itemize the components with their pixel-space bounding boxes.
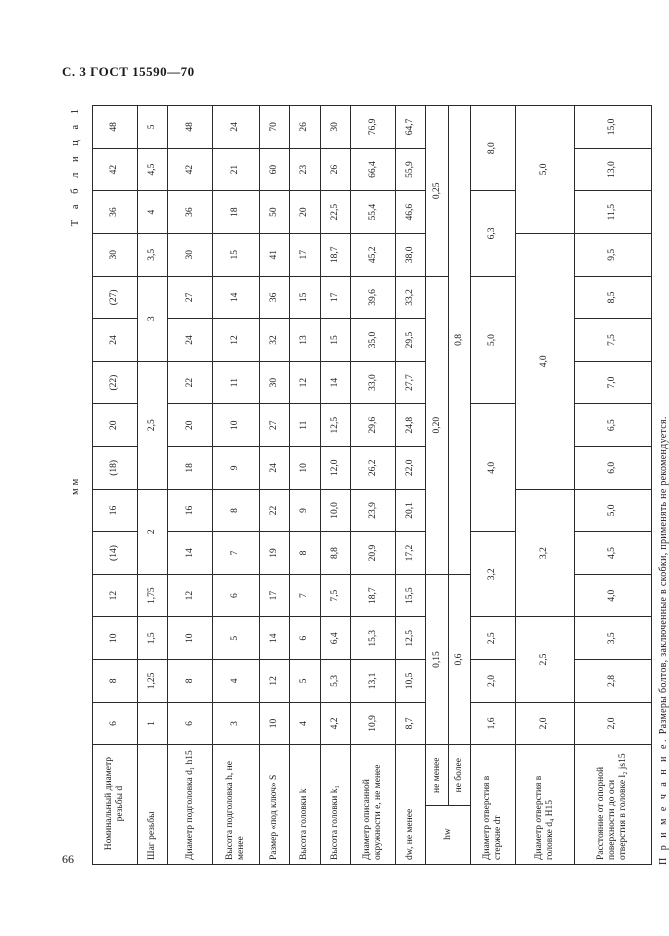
d1-cell: 16 — [168, 489, 213, 532]
dw-label: dw, не менее — [395, 745, 425, 865]
dw-cell: 33,2 — [395, 276, 425, 319]
d1-cell: 27 — [168, 276, 213, 319]
h-cell: 15 — [212, 233, 259, 276]
k-cell: 10 — [290, 447, 320, 490]
s-cell: 32 — [259, 319, 289, 362]
e-cell: 26,2 — [351, 447, 396, 490]
d1-cell: 10 — [168, 617, 213, 660]
dw-cell: 55,9 — [395, 148, 425, 191]
h-cell: 4 — [212, 660, 259, 703]
d1-label: Диаметр подголовка d₁ h15 — [168, 745, 213, 865]
k-cell: 6 — [290, 617, 320, 660]
s-cell: 36 — [259, 276, 289, 319]
l2-cell: 6,5 — [574, 404, 651, 447]
l2-cell: 5,0 — [574, 489, 651, 532]
pitch-cell: 1 — [137, 702, 167, 745]
k1-cell: 4,2 — [320, 702, 350, 745]
dw-cell: 27,7 — [395, 361, 425, 404]
pitch-cell: 2 — [137, 489, 167, 574]
table-row — [290, 106, 320, 865]
d1-cell: 14 — [168, 532, 213, 575]
table-row — [168, 106, 213, 865]
s-cell: 60 — [259, 148, 289, 191]
e-cell: 66,4 — [351, 148, 396, 191]
d-cell: (14) — [93, 532, 138, 575]
h-cell: 14 — [212, 276, 259, 319]
h-cell: 6 — [212, 574, 259, 617]
h-cell: 3 — [212, 702, 259, 745]
pitch-cell: 5 — [137, 106, 167, 149]
h-cell: 10 — [212, 404, 259, 447]
dw-cell: 20,1 — [395, 489, 425, 532]
l2-cell: 6,0 — [574, 447, 651, 490]
table-row — [93, 106, 138, 865]
d4-cell: 2,0 — [515, 702, 574, 745]
l2-cell: 7,5 — [574, 319, 651, 362]
d1-cell: 18 — [168, 447, 213, 490]
table-unit: мм — [70, 475, 81, 495]
k-label: Высота головки k — [290, 745, 320, 865]
note-lead: П р и м е ч а н и е. — [658, 737, 669, 865]
h-cell: 24 — [212, 106, 259, 149]
table-row — [137, 106, 167, 865]
e-cell: 29,6 — [351, 404, 396, 447]
s-cell: 12 — [259, 660, 289, 703]
l2-cell: 4,0 — [574, 574, 651, 617]
d-cell: 36 — [93, 191, 138, 234]
e-cell: 13,1 — [351, 660, 396, 703]
d4-label: Диаметр отверстия в головке d₄ H15 — [515, 745, 574, 865]
pitch-cell: 1,5 — [137, 617, 167, 660]
pitch-cell: 1,75 — [137, 574, 167, 617]
rotated-table-block — [70, 105, 669, 865]
l2-cell: 13,0 — [574, 148, 651, 191]
header-label: Номинальный диаметр резьбы d — [93, 745, 138, 865]
d-cell: 30 — [93, 233, 138, 276]
l2-cell: 2,0 — [574, 702, 651, 745]
d1-cell: 8 — [168, 660, 213, 703]
e-cell: 45,2 — [351, 233, 396, 276]
e-cell: 39,6 — [351, 276, 396, 319]
hw-max-cell: 0,6 — [448, 574, 470, 744]
h-cell: 11 — [212, 361, 259, 404]
e-cell: 35,0 — [351, 319, 396, 362]
table-row — [426, 106, 448, 865]
d-cell: (22) — [93, 361, 138, 404]
hw-max-label: не более — [448, 745, 470, 806]
h-cell: 18 — [212, 191, 259, 234]
d-cell: 20 — [93, 404, 138, 447]
dw-cell: 24,8 — [395, 404, 425, 447]
k-cell: 4 — [290, 702, 320, 745]
d1-cell: 24 — [168, 319, 213, 362]
k1-cell: 5,3 — [320, 660, 350, 703]
dw-cell: 10,5 — [395, 660, 425, 703]
s-cell: 14 — [259, 617, 289, 660]
table-row — [515, 106, 574, 865]
table-row — [395, 106, 425, 865]
hw-min-cell: 0,15 — [426, 574, 448, 744]
h-cell: 7 — [212, 532, 259, 575]
dt-cell: 2,5 — [471, 617, 516, 660]
s-cell: 19 — [259, 532, 289, 575]
d-cell: (27) — [93, 276, 138, 319]
k-cell: 5 — [290, 660, 320, 703]
l2-label: Расстояние от опорной поверхности до оси отверстия в головке l₂ js15 — [574, 745, 651, 865]
h-cell: 5 — [212, 617, 259, 660]
dt-label: Диаметр отверстия в стержне dт — [471, 745, 516, 865]
d1-cell: 22 — [168, 361, 213, 404]
k1-cell: 12,5 — [320, 404, 350, 447]
dw-cell: 8,7 — [395, 702, 425, 745]
hw-max-cell: 0,8 — [448, 106, 470, 575]
k-cell: 13 — [290, 319, 320, 362]
d1-cell: 6 — [168, 702, 213, 745]
k1-cell: 10,0 — [320, 489, 350, 532]
hw-min-cell: 0,20 — [426, 276, 448, 574]
dimensions-table — [92, 105, 652, 865]
l2-cell: 7,0 — [574, 361, 651, 404]
e-label: Диаметр описанной окружности e, не менее — [351, 745, 396, 865]
pitch-label: Шаг резьбы — [137, 745, 167, 865]
dw-cell: 38,0 — [395, 233, 425, 276]
l2-cell: 9,5 — [574, 233, 651, 276]
s-cell: 50 — [259, 191, 289, 234]
table-row — [448, 106, 470, 865]
dw-cell: 29,5 — [395, 319, 425, 362]
e-cell: 23,9 — [351, 489, 396, 532]
dw-cell: 17,2 — [395, 532, 425, 575]
d-cell: 42 — [93, 148, 138, 191]
hw-min-cell: 0,25 — [426, 106, 448, 277]
pitch-cell: 3,5 — [137, 233, 167, 276]
h-label: Высота подголовка h, не менее — [212, 745, 259, 865]
dw-cell: 46,6 — [395, 191, 425, 234]
table-row — [212, 106, 259, 865]
h-cell: 21 — [212, 148, 259, 191]
k-cell: 8 — [290, 532, 320, 575]
table-row — [351, 106, 396, 865]
k1-cell: 7,5 — [320, 574, 350, 617]
l2-cell: 11,5 — [574, 191, 651, 234]
d4-cell: 2,5 — [515, 617, 574, 702]
l2-cell: 15,0 — [574, 106, 651, 149]
k-cell: 12 — [290, 361, 320, 404]
l2-cell: 8,5 — [574, 276, 651, 319]
k1-cell: 22,5 — [320, 191, 350, 234]
d-cell: (18) — [93, 447, 138, 490]
k-cell: 9 — [290, 489, 320, 532]
table-row — [471, 106, 516, 865]
k1-cell: 30 — [320, 106, 350, 149]
d1-cell: 42 — [168, 148, 213, 191]
k-cell: 15 — [290, 276, 320, 319]
k-cell: 11 — [290, 404, 320, 447]
k1-cell: 8,8 — [320, 532, 350, 575]
d4-cell: 3,2 — [515, 489, 574, 617]
d-cell: 12 — [93, 574, 138, 617]
k1-cell: 15 — [320, 319, 350, 362]
pitch-cell: 4 — [137, 191, 167, 234]
note-text: Размеры болтов, заключенные в скобки, применять не рекомендуется. — [658, 416, 669, 735]
k-cell: 20 — [290, 191, 320, 234]
d-cell: 24 — [93, 319, 138, 362]
s-cell: 24 — [259, 447, 289, 490]
d-cell: 16 — [93, 489, 138, 532]
k1-cell: 6,4 — [320, 617, 350, 660]
e-cell: 33,0 — [351, 361, 396, 404]
dw-cell: 12,5 — [395, 617, 425, 660]
k-cell: 23 — [290, 148, 320, 191]
dt-cell: 6,3 — [471, 191, 516, 276]
k1-cell: 26 — [320, 148, 350, 191]
page-number: 66 — [62, 852, 74, 866]
s-cell: 17 — [259, 574, 289, 617]
k1-cell: 12,0 — [320, 447, 350, 490]
d-cell: 48 — [93, 106, 138, 149]
e-cell: 15,3 — [351, 617, 396, 660]
table-row — [574, 106, 651, 865]
hw-min-label: не менее — [426, 745, 448, 806]
s-cell: 22 — [259, 489, 289, 532]
e-cell: 18,7 — [351, 574, 396, 617]
k1-cell: 17 — [320, 276, 350, 319]
k1-cell: 14 — [320, 361, 350, 404]
table-row — [259, 106, 289, 865]
d1-cell: 12 — [168, 574, 213, 617]
dt-cell: 3,2 — [471, 532, 516, 617]
s-cell: 27 — [259, 404, 289, 447]
pitch-cell: 3 — [137, 276, 167, 361]
h-cell: 9 — [212, 447, 259, 490]
s-cell: 70 — [259, 106, 289, 149]
pitch-cell: 2,5 — [137, 361, 167, 489]
l2-cell: 4,5 — [574, 532, 651, 575]
dt-cell: 4,0 — [471, 404, 516, 532]
l2-cell: 2,8 — [574, 660, 651, 703]
d-cell: 10 — [93, 617, 138, 660]
e-cell: 76,9 — [351, 106, 396, 149]
d4-cell: 5,0 — [515, 106, 574, 234]
d-cell: 8 — [93, 660, 138, 703]
d1-cell: 20 — [168, 404, 213, 447]
s-cell: 41 — [259, 233, 289, 276]
pitch-cell: 4,5 — [137, 148, 167, 191]
s-label: Размер «под ключ» S — [259, 745, 289, 865]
dw-cell: 15,5 — [395, 574, 425, 617]
k-cell: 26 — [290, 106, 320, 149]
k1-cell: 18,7 — [320, 233, 350, 276]
h-cell: 8 — [212, 489, 259, 532]
d1-cell: 36 — [168, 191, 213, 234]
d1-cell: 48 — [168, 106, 213, 149]
s-cell: 30 — [259, 361, 289, 404]
table-caption: Т а б л и ц а 1 — [70, 105, 81, 227]
table-row — [320, 106, 350, 865]
l2-cell: 3,5 — [574, 617, 651, 660]
d1-cell: 30 — [168, 233, 213, 276]
k1-label: Высота головки k₁ — [320, 745, 350, 865]
dt-cell: 5,0 — [471, 276, 516, 404]
table-note — [658, 416, 669, 865]
e-cell: 55,4 — [351, 191, 396, 234]
d-cell: 6 — [93, 702, 138, 745]
dt-cell: 1,6 — [471, 702, 516, 745]
dw-cell: 64,7 — [395, 106, 425, 149]
dt-cell: 8,0 — [471, 106, 516, 191]
s-cell: 10 — [259, 702, 289, 745]
pitch-cell: 1,25 — [137, 660, 167, 703]
hw-label: hw — [426, 806, 471, 865]
k-cell: 17 — [290, 233, 320, 276]
d4-cell: 4,0 — [515, 233, 574, 489]
e-cell: 20,9 — [351, 532, 396, 575]
dt-cell: 2,0 — [471, 660, 516, 703]
page-header: С. 3 ГОСТ 15590—70 — [62, 64, 195, 79]
k-cell: 7 — [290, 574, 320, 617]
h-cell: 12 — [212, 319, 259, 362]
e-cell: 10,9 — [351, 702, 396, 745]
dw-cell: 22,0 — [395, 447, 425, 490]
